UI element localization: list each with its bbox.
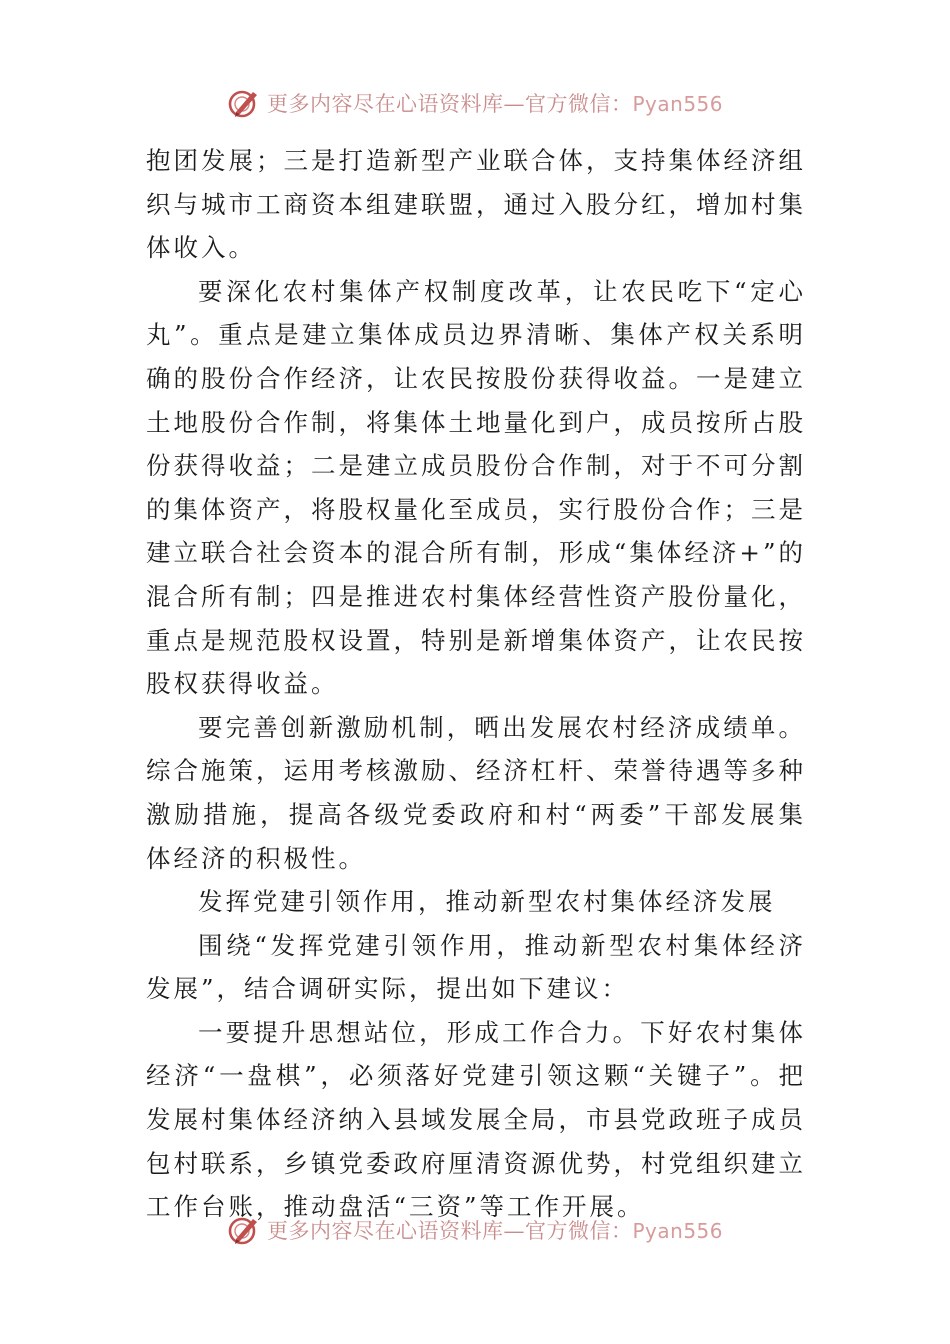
paragraph-5: 围绕“发挥党建引领作用，推动新型农村集体经济发展”，结合调研实际，提出如下建议： [146,930,806,1004]
paragraph-3: 要完善创新激励机制，晒出发展农村经济成绩单。综合施策，运用考核激励、经济杠杆、荣誉待遇等多种激励措施，提高各级党委政府和村“两委”干部发展集体经济的积极性。 [146,712,806,873]
paragraph-6: 一要提升思想站位，形成工作合力。下好农村集体经济“一盘棋”，必须落好党建引领这颗“关键子”。把发展村集体经济纳入县域发展全局，市县党政班子成员包村联系，乡镇党委政府厘清资源优势，村党组织建立工作台账，推动盘活“三资”等工作开展。 [146,1017,806,1222]
footer-banner [0,1210,950,1250]
paragraph-1: 抱团发展；三是打造新型产业联合体，支持集体经济组织与城市工商资本组建联盟，通过入股分红，增加村集体收入。 [146,146,806,263]
pen-nib-logo-icon [227,86,261,120]
banner-account: Pyan556 [632,1219,723,1243]
banner-text: 更多内容尽在心语资料库—官方微信：Pyan556 [266,1219,723,1243]
banner-account: Pyan556 [632,92,723,116]
pen-nib-logo-icon [227,1213,261,1247]
document-body [146,139,806,1229]
header-banner [0,83,950,123]
section-heading: 发挥党建引领作用，推动新型农村集体经济发展 [198,887,776,917]
banner-text: 更多内容尽在心语资料库—官方微信：Pyan556 [266,92,723,116]
paragraph-2: 要深化农村集体产权制度改革，让农民吃下“定心丸”。重点是建立集体成员边界清晰、集体产权关系明确的股份合作经济，让农民按股份获得收益。一是建立土地股份合作制，将集体土地量化到户，成员按所占股份获得收益；二是建立成员股份合作制，对于不可分割的集体资产，将股权量化至成员，实行股份合作；三是建立联合社会资本的混合所有制，形成“集体经济+”的混合所有制；四是推进农村集体经营性资产股份量化，重点是规范股权设置，特别是新增集体资产，让农民按股权获得收益。 [146,276,806,699]
